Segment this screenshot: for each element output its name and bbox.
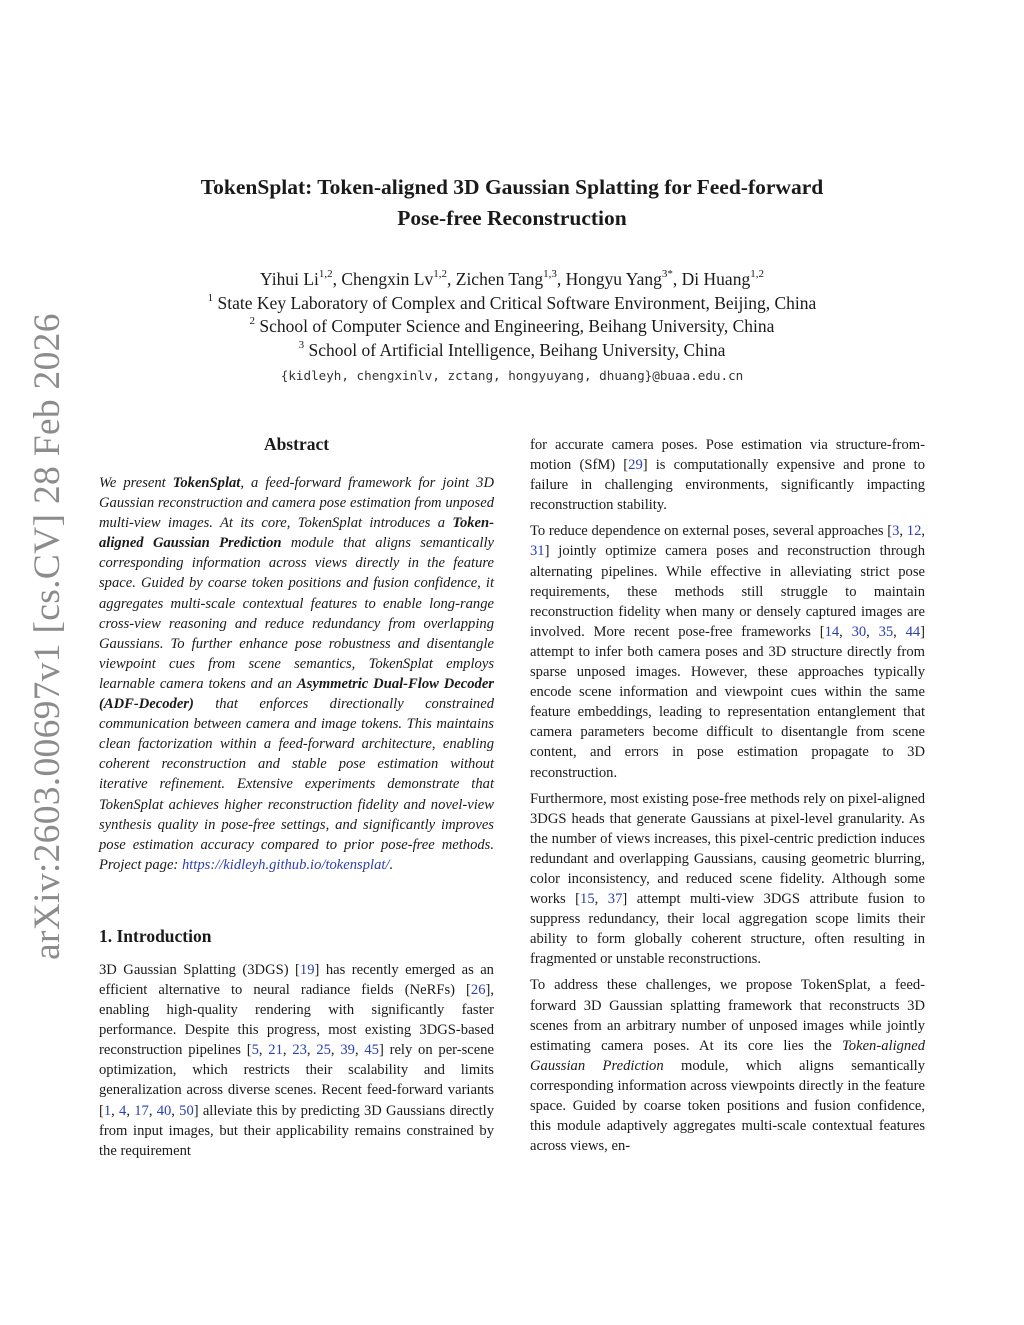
citation-link[interactable]: 14: [824, 623, 840, 640]
arxiv-identifier: arXiv:2603.00697v1 [cs.CV] 28 Feb 2026: [27, 313, 68, 960]
project-page-link[interactable]: https://kidleyh.github.io/tokensplat/: [181, 856, 390, 873]
author-name: Yihui Li: [260, 269, 319, 289]
paragraph-text: ,: [148, 1102, 157, 1119]
abstract-seg: module that aligns semantically corresponding information across views directly in the feature space. Guided by coarse token positions and fusion confidence, it aggregates multi-scale contextual features to enable long-range cross-view reasoning and reduce redundancy from overlapping Gaussians. To further enhance pose robustness and disentangle viewpoint cues from scene semantics, TokenSplat employs learnable camera tokens and an: [99, 535, 494, 692]
abstract-bold: Asymmetric Dual-Flow Decoder (ADF-Decoder): [99, 675, 494, 713]
abstract-bold: Token-aligned Gaussian Prediction: [99, 515, 494, 552]
citation-link[interactable]: 37: [607, 891, 623, 908]
affiliation-number: 3: [298, 338, 305, 351]
abstract-seg: We present: [99, 475, 173, 491]
citation-link[interactable]: 50: [179, 1102, 194, 1119]
intro-paragraph-4: [530, 789, 925, 970]
citation-link[interactable]: 15: [580, 891, 595, 908]
abstract-text: [99, 473, 494, 875]
citation-link[interactable]: 30: [851, 623, 867, 640]
paragraph-text: ,: [354, 1042, 365, 1059]
author-separator: ,: [332, 269, 342, 289]
citation-link[interactable]: 12: [906, 523, 922, 540]
paragraph-text: ,: [921, 523, 926, 540]
right-column: [530, 435, 925, 1162]
citation-link[interactable]: 19: [299, 961, 315, 978]
citation-link[interactable]: 17: [134, 1102, 149, 1119]
affiliation-text: School of Artificial Intelligence, Beihang University, China: [304, 339, 726, 360]
left-column: [99, 432, 494, 1161]
citation-link[interactable]: 40: [156, 1102, 172, 1119]
citation-link[interactable]: 35: [878, 623, 894, 640]
paragraph-text: ,: [126, 1102, 135, 1119]
author-name: Zichen Tang: [455, 269, 544, 289]
author-name: Di Huang: [681, 269, 751, 289]
author-block: [100, 268, 924, 388]
citation-link[interactable]: 1: [103, 1102, 112, 1119]
citation-link[interactable]: 5: [251, 1042, 259, 1059]
author-affiliation-mark: 1,2: [318, 268, 333, 281]
paper-title: [100, 172, 924, 234]
paragraph-text: ,: [111, 1102, 120, 1119]
citation-link[interactable]: 44: [905, 623, 921, 640]
author-name: Hongyu Yang: [565, 269, 662, 289]
affiliation-text: State Key Laboratory of Complex and Critical Software Environment, Beijing, China: [213, 292, 817, 313]
paragraph-text: for accurate camera poses. Pose estimation via structure-from-motion (SfM) [: [530, 437, 925, 474]
citation-link[interactable]: 23: [292, 1042, 307, 1059]
author-affiliation-mark: 3*: [661, 268, 673, 281]
paragraph-text: To reduce dependence on external poses, several approaches [: [530, 523, 893, 540]
paragraph-text: ] attempt multi-view 3DGS attribute fusion to suppress redundancy, their local aggregation scope limits their ability to form globally coherent structure, often resulting in fragmented or unstable reconstructions.: [530, 891, 926, 968]
paragraph-text: ,: [306, 1042, 317, 1059]
citation-link[interactable]: 3: [892, 523, 900, 540]
intro-paragraph-5: [530, 975, 925, 1156]
paragraph-text: ,: [893, 623, 906, 640]
citation-link[interactable]: 21: [268, 1042, 283, 1059]
citation-link[interactable]: 26: [470, 981, 486, 998]
intro-paragraph-3: [530, 521, 925, 782]
author-affiliation-mark: 1,3: [543, 268, 557, 281]
affiliation-number: 1: [207, 291, 214, 304]
paragraph-text: ] jointly optimize camera poses and reconstruction through alternating pipelines. While effective in alleviating strict pose requirements, these methods still struggle to maintain reconstruction fidelity when many or densely captured images are involved. More recent pose-free frameworks [: [530, 543, 925, 640]
paragraph-text: 3D Gaussian Splatting (3DGS) [: [99, 961, 300, 978]
author-affiliation-mark: 1,2: [433, 268, 447, 281]
affiliation-number: 2: [249, 315, 256, 328]
paragraph-text: ,: [171, 1102, 180, 1119]
citation-link[interactable]: 29: [628, 457, 643, 474]
affiliations: [100, 292, 924, 363]
affiliation-line: [100, 339, 924, 363]
citation-link[interactable]: 25: [316, 1042, 331, 1059]
abstract-seg: .: [389, 856, 394, 873]
author-separator: ,: [447, 269, 456, 289]
paragraph-text: To address these challenges, we propose TokenSplat, a feed-forward 3D Gaussian splatting framework that reconstructs 3D scenes from an arbitrary number of unposed images while jointly estimating camera poses. At its core lies the: [530, 977, 925, 1054]
author-separator: ,: [672, 269, 682, 289]
paragraph-text: ], enabling high-quality rendering with significantly faster performance. Despite this progress, most existing 3DGS-based reconstruction pipelines [: [99, 981, 494, 1059]
intro-paragraph-2: [530, 435, 925, 515]
paragraph-text: ] is computationally expensive and prone to failure in challenging environments, significantly impacting reconstruction stability.: [530, 457, 925, 514]
author-name: Chengxin Lv: [341, 269, 434, 289]
citation-link[interactable]: 45: [364, 1042, 379, 1059]
citation-link[interactable]: 31: [530, 543, 545, 560]
paragraph-text: ,: [258, 1042, 269, 1059]
citation-link[interactable]: 4: [119, 1102, 127, 1119]
paragraph-text: ,: [866, 623, 879, 640]
abstract-seg: , a feed-forward framework for joint 3D Gaussian reconstruction and camera pose estimation from unposed multi-view images. At its core, TokenSplat introduces a: [99, 475, 495, 532]
paragraph-text: ] rely on per-scene optimization, which restricts their scalability and limits generalization across diverse scenes. Recent feed-forward variants [: [99, 1042, 495, 1119]
author-separator: ,: [556, 269, 566, 289]
paragraph-text: ] has recently emerged as an efficient alternative to neural radiance fields (NeRFs) [: [99, 961, 494, 998]
paragraph-text: ,: [330, 1042, 341, 1059]
author-list: [100, 268, 924, 292]
title-line-1: TokenSplat: Token-aligned 3D Gaussian Splatting for Feed-forward: [200, 175, 824, 199]
email-list: {kidleyh, chengxinlv, zctang, hongyuyang, dhuang}@buaa.edu.cn: [280, 368, 744, 383]
abstract-seg: that enforces directionally constrained communication between camera and image tokens. This maintains clean factorization within a feed-forward architecture, enabling coherent reconstruction and stable pose estimation without iterative refinement. Extensive experiments demonstrate that TokenSplat achieves higher reconstruction fidelity and novel-view synthesis quality in pose-free settings, and significantly improves pose estimation accuracy compared to prior pose-free methods. Project page:: [99, 696, 494, 873]
paragraph-text: ,: [282, 1042, 293, 1059]
title-line-2: Pose-free Reconstruction: [397, 206, 627, 230]
paragraph-text: module, which aligns semantically corresponding information across viewpoints directly in the feature space. Guided by coarse token positions and fusion confidence, this module adaptively aggregates multi-scale contextual features across views, en-: [530, 1057, 925, 1155]
paragraph-text: ,: [594, 891, 608, 908]
paragraph-text: ] alleviate this by predicting 3D Gaussians directly from input images, but their applicability remains constrained by the requirement: [99, 1102, 495, 1159]
intro-paragraph-1: [99, 960, 494, 1161]
paragraph-text: ,: [899, 523, 907, 540]
affiliation-line: [100, 315, 924, 339]
paragraph-text: ,: [839, 623, 852, 640]
author-affiliation-mark: 1,2: [750, 268, 764, 281]
paragraph-text: ] attempt to infer both camera poses and 3D structure directly from sparse unposed images. However, these approaches typically encode scene information and viewpoint cues within the same feature embeddings, leading to representation entanglement that camera parameters become difficult to disentangle from scene content, and errors in pose estimation propagate to 3D reconstruction.: [530, 623, 926, 781]
affiliation-text: School of Computer Science and Engineering, Beihang University, China: [255, 316, 775, 336]
citation-link[interactable]: 39: [340, 1042, 355, 1059]
affiliation-line: [100, 292, 924, 316]
paragraph-text: Furthermore, most existing pose-free methods rely on pixel-aligned 3DGS heads that generate Gaussians at pixel-level granularity. As the number of views increases, this pixel-centric prediction induces redundant and overlapping Gaussians, causing geometric blurring, color inconsistency, and reduced scene fidelity. Although some works [: [530, 790, 925, 908]
abstract-heading: Abstract: [263, 434, 330, 454]
emphasis-text: Token-aligned Gaussian Prediction: [530, 1037, 925, 1074]
abstract-bold: TokenSplat: [172, 475, 241, 491]
section-heading-introduction: 1. Introduction: [99, 925, 212, 946]
